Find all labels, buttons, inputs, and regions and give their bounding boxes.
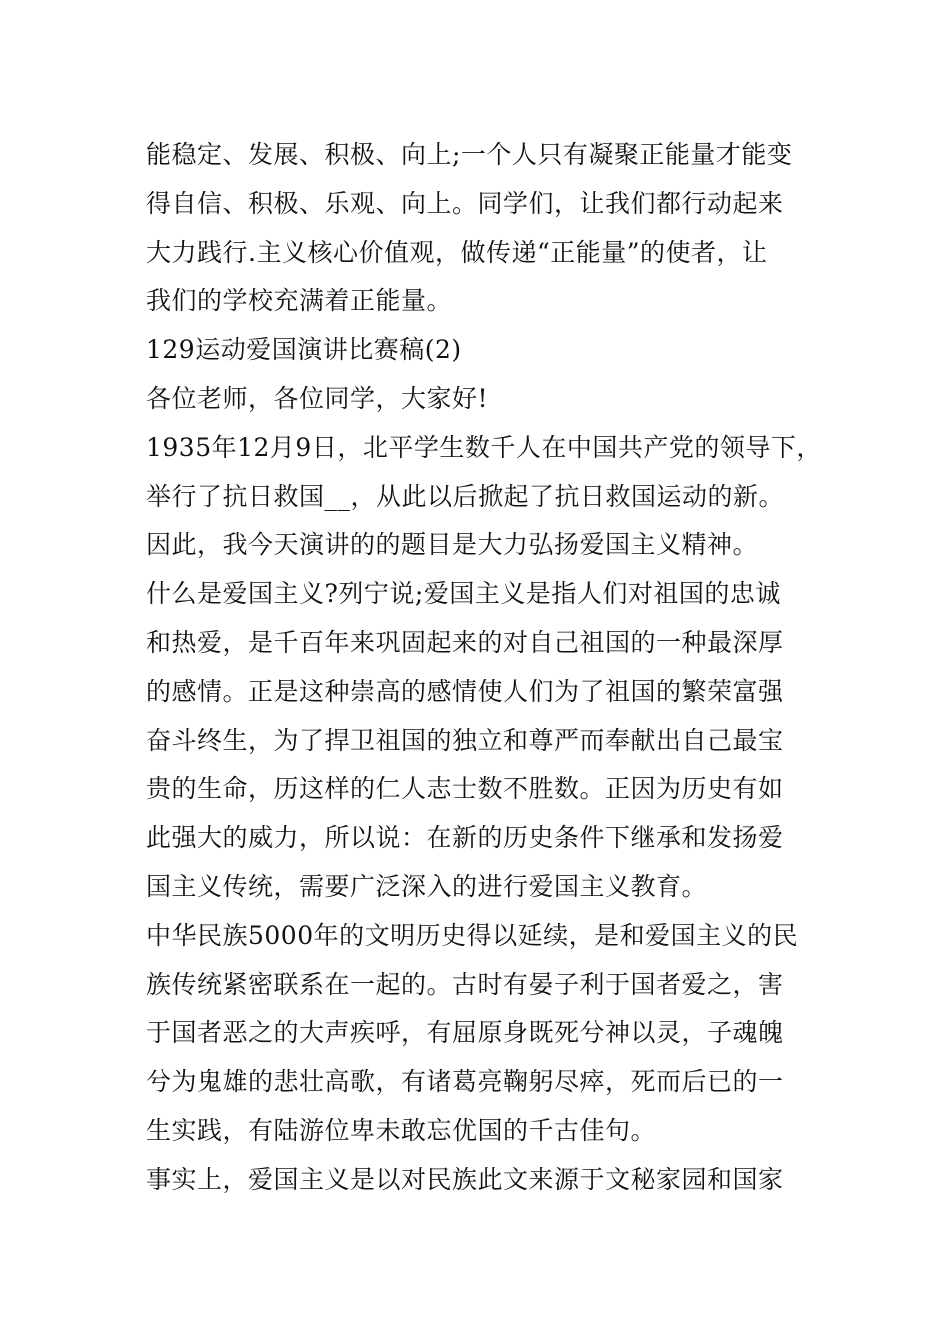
text-line-13: 奋斗终生，为了捍卫祖国的独立和尊严而奉献出自己最宝 [146,725,784,755]
text-line-20: 兮为鬼雄的悲壮高歌，有诸葛亮鞠躬尽瘁，死而后已的一 [146,1067,784,1097]
text-line-2: 得自信、积极、乐观、向上。同学们，让我们都行动起来 [146,188,784,218]
text-line-3: 大力践行.主义核心价值观，做传递“正能量”的使者，让 [146,237,768,267]
text-line-17: 中华民族5000年的文明历史得以延续，是和爱国主义的民 [146,920,799,950]
greeting-line: 各位老师，各位同学，大家好! [146,383,489,413]
text-line-9: 因此，我今天演讲的的题目是大力弘扬爱国主义精神。 [146,530,759,560]
text-line-12: 的感情。正是这种崇高的感情使人们为了祖国的繁荣富强 [146,676,784,706]
text-line-21: 生实践，有陆游位卑未敢忘优国的千古佳句。 [146,1115,657,1145]
text-line-15: 此强大的威力，所以说：在新的历史条件下继承和发扬爱 [146,823,784,853]
text-line-10: 什么是爱国主义?列宁说;爱国主义是指人们对祖国的忠诚 [146,579,781,609]
text-line-18: 族传统紧密联系在一起的。古时有晏子利于国者爱之，害 [146,969,784,999]
text-line-1: 能稳定、发展、积极、向上;一个人只有凝聚正能量才能变 [146,140,793,169]
text-line-16: 国主义传统，需要广泛深入的进行爱国主义教育。 [146,871,708,901]
section-title: 129运动爱国演讲比赛稿(2) [146,335,462,365]
text-line-7: 1935年12月9日，北平学生数千人在中国共产党的领导下， [146,432,822,462]
document-body [146,131,826,1205]
text-line-8: 举行了抗日救国__，从此以后掀起了抗日救国运动的新。 [146,481,785,511]
text-line-22: 事实上，爱国主义是以对民族此文来源于文秘家园和国家 [146,1164,784,1194]
text-line-14: 贵的生命，历这样的仁人志士数不胜数。正因为历史有如 [146,774,784,804]
text-line-4: 我们的学校充满着正能量。 [146,286,453,316]
text-line-11: 和热爱，是千百年来巩固起来的对自己祖国的一种最深厚 [146,627,784,657]
text-line-19: 于国者恶之的大声疾呼，有屈原身既死兮神以灵，子魂魄 [146,1018,784,1048]
